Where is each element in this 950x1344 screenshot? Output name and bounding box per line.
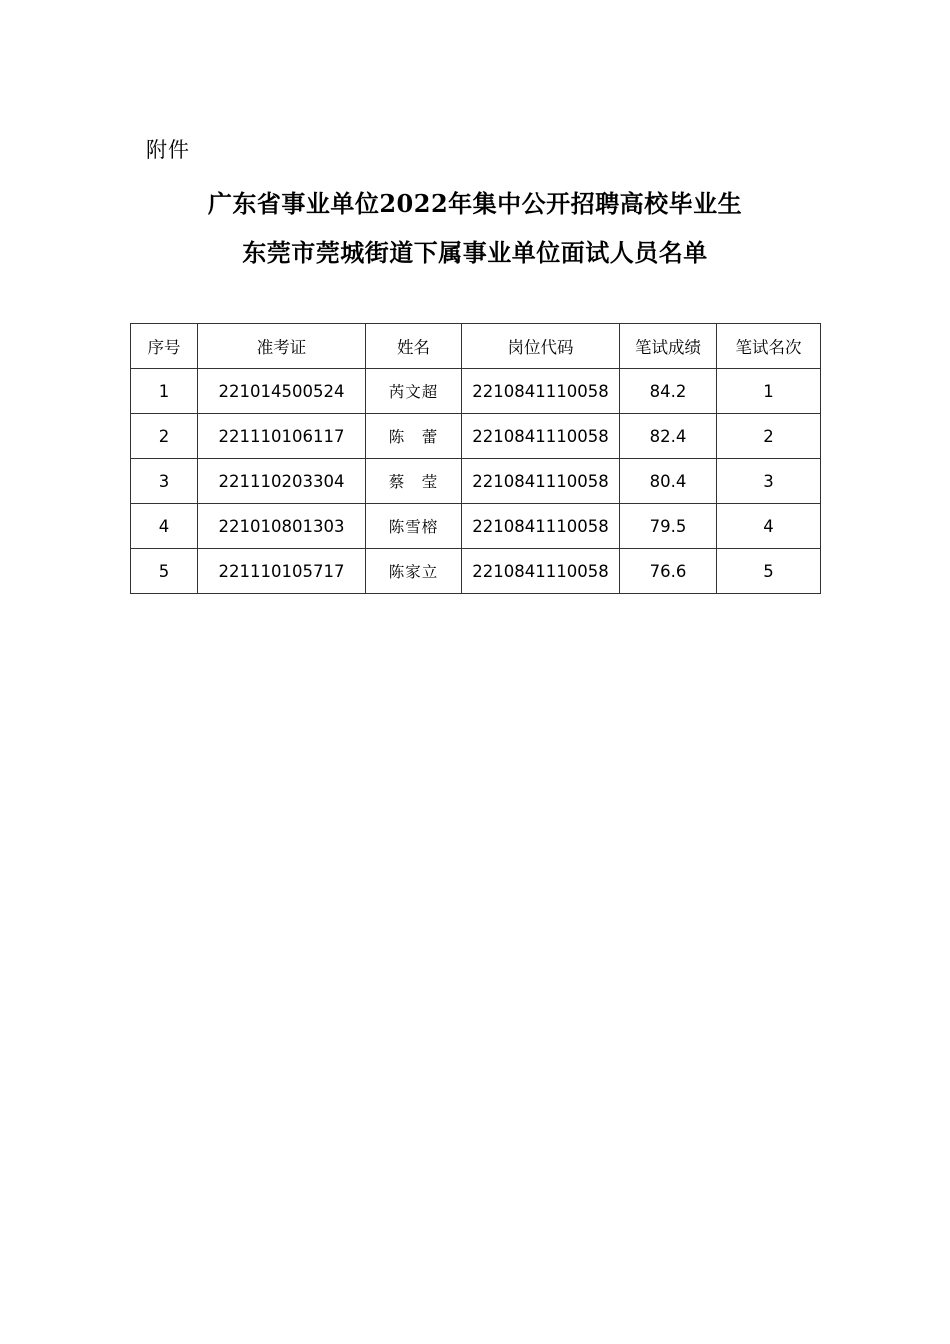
table-header-row: [131, 324, 821, 369]
cell-admission-ticket: 221110203304: [198, 459, 366, 504]
cell-post-code: 2210841110058: [462, 504, 620, 549]
cell-serial-no: 1: [131, 369, 198, 414]
document-title-line-2: 东莞市莞城街道下属事业单位面试人员名单: [242, 238, 708, 267]
cell-admission-ticket: 221110106117: [198, 414, 366, 459]
cell-admission-ticket: 221014500524: [198, 369, 366, 414]
cell-name: 芮文超: [366, 369, 462, 414]
cell-name: 蔡 莹: [366, 459, 462, 504]
cell-post-code: 2210841110058: [462, 459, 620, 504]
header-written-score: 笔试成绩: [620, 324, 717, 369]
cell-written-score: 79.5: [620, 504, 717, 549]
cell-written-rank: 5: [717, 549, 821, 594]
cell-name: 陈 蕾: [366, 414, 462, 459]
attachment-label: 附件: [146, 138, 190, 162]
header-admission-ticket: 准考证: [198, 324, 366, 369]
table-row: [131, 504, 821, 549]
cell-admission-ticket: 221110105717: [198, 549, 366, 594]
cell-name: 陈雪榕: [366, 504, 462, 549]
cell-written-rank: 3: [717, 459, 821, 504]
cell-written-score: 82.4: [620, 414, 717, 459]
cell-written-score: 84.2: [620, 369, 717, 414]
cell-written-rank: 2: [717, 414, 821, 459]
cell-written-score: 76.6: [620, 549, 717, 594]
cell-written-score: 80.4: [620, 459, 717, 504]
cell-admission-ticket: 221010801303: [198, 504, 366, 549]
document-title-line-1: 广东省事业单位2022年集中公开招聘高校毕业生: [207, 189, 743, 218]
cell-serial-no: 5: [131, 549, 198, 594]
cell-post-code: 2210841110058: [462, 414, 620, 459]
cell-post-code: 2210841110058: [462, 549, 620, 594]
cell-written-rank: 1: [717, 369, 821, 414]
header-post-code: 岗位代码: [462, 324, 620, 369]
interview-roster-table: [130, 323, 821, 594]
cell-serial-no: 2: [131, 414, 198, 459]
table-row: [131, 459, 821, 504]
cell-written-rank: 4: [717, 504, 821, 549]
header-written-rank: 笔试名次: [717, 324, 821, 369]
cell-name: 陈家立: [366, 549, 462, 594]
header-name: 姓名: [366, 324, 462, 369]
table-row: [131, 414, 821, 459]
cell-serial-no: 4: [131, 504, 198, 549]
table-row: [131, 369, 821, 414]
header-serial-no: 序号: [131, 324, 198, 369]
cell-post-code: 2210841110058: [462, 369, 620, 414]
table-row: [131, 549, 821, 594]
cell-serial-no: 3: [131, 459, 198, 504]
